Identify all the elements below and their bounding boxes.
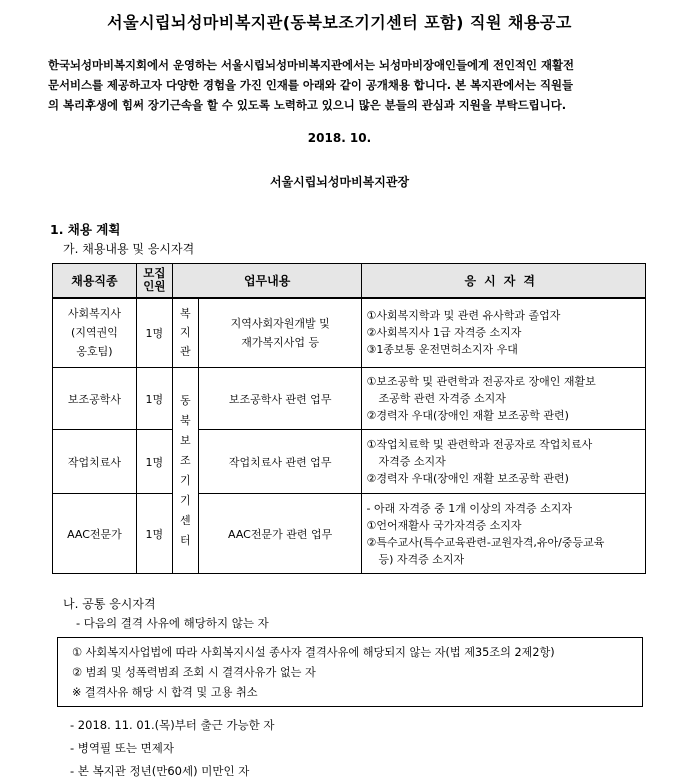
header-job: 채용직종 — [53, 264, 137, 298]
dept-char: 조 — [179, 453, 191, 467]
job-cell: AAC전문가 — [53, 494, 137, 574]
qualification-cell — [362, 298, 646, 368]
duty-cell: 보조공학사 관련 업무 — [198, 368, 362, 430]
job-line: 옹호팀) — [76, 345, 113, 359]
qualification-line: ①언어재활사 국가자격증 소지자 — [366, 518, 522, 532]
posting-date: 2018. 10. — [307, 131, 372, 145]
recruitment-table — [52, 263, 646, 574]
dept-char: 기 — [179, 493, 191, 507]
dept-char: 기 — [179, 473, 191, 487]
qualification-line: ②경력자 우대(장애인 재활 보조공학 관련) — [366, 409, 569, 422]
job-line: (지역권익 — [71, 326, 118, 340]
qualification-line: 조공학 관련 자격증 소지자 — [378, 392, 506, 405]
box-line: ※ 결격사유 해당 시 합격 및 고용 취소 — [72, 686, 258, 699]
intro-line: 한국뇌성마비복지회에서 운영하는 서울시립뇌성마비복지관에서는 뇌성마비장애인들에게 전인적인 재활전 — [48, 58, 574, 72]
dept-char: 보 — [179, 433, 191, 447]
count-cell: 1명 — [136, 368, 172, 430]
qualification-cell — [362, 430, 646, 494]
dept-cell — [172, 298, 198, 368]
duty-cell: 작업치료사 관련 업무 — [198, 430, 362, 494]
organization-signature: 서울시립뇌성마비복지관장 — [269, 175, 410, 189]
intro-paragraph — [48, 55, 648, 115]
qualification-line: ①사회복지학과 및 관련 유사학과 졸업자 — [366, 309, 561, 323]
intro-line: 의 복리후생에 힘써 장기근속을 할 수 있도록 노력하고 있으니 많은 분들의 관심과 지원을 부탁드립니다. — [48, 98, 567, 112]
duty-line: 지역사회자원개발 및 — [230, 316, 330, 330]
qualification-cell — [362, 368, 646, 430]
subsection-heading: 나. 공통 응시자격 — [63, 597, 156, 611]
qualification-line: ①작업치료학 및 관련학과 전공자로 작업치료사 — [366, 438, 593, 451]
table-row — [53, 368, 646, 430]
qualification-cell — [362, 494, 646, 574]
job-line: 사회복지사 — [67, 307, 121, 321]
dept-cell — [172, 368, 198, 574]
dept-char: 동 — [179, 393, 191, 407]
section-heading: 1. 채용 계획 — [50, 222, 121, 237]
count-cell: 1명 — [136, 494, 172, 574]
table-row — [53, 430, 646, 494]
qualification-line: ③1종보통 운전면허소지자 우대 — [366, 343, 518, 357]
qualification-line: 자격증 소지자 — [378, 455, 446, 468]
qualification-line: ②사회복지사 1급 자격증 소지자 — [366, 326, 522, 340]
dept-char: 지 — [179, 326, 191, 340]
dept-char: 북 — [179, 413, 191, 427]
box-line: ① 사회복지사업법에 따라 사회복지시설 종사자 결격사유에 해당되지 않는 자(법 제35조의 2제2항) — [72, 646, 555, 659]
header-duty: 업무내용 — [172, 264, 362, 298]
duty-cell: AAC전문가 관련 업무 — [198, 494, 362, 574]
requirement-item: - 병역필 또는 면제자 — [70, 741, 174, 755]
dept-char: 터 — [179, 533, 191, 547]
header-count-line: 인원 — [143, 279, 166, 294]
qualification-line: ②경력자 우대(장애인 재활 보조공학 관련) — [366, 472, 569, 485]
header-count-line: 모집 — [143, 266, 166, 281]
subsection-description: - 다음의 결격 사유에 해당하지 않는 자 — [76, 616, 269, 630]
dept-char: 복 — [179, 307, 191, 321]
duty-line: 재가복지사업 등 — [241, 335, 320, 349]
job-cell: 보조공학사 — [53, 368, 137, 430]
intro-line: 문서비스를 제공하고자 다양한 경험을 가진 인재를 아래와 같이 공개채용 합니다. 본 복지관에서는 직원들 — [48, 78, 574, 92]
subsection-heading: 가. 채용내용 및 응시자격 — [63, 242, 195, 256]
table-row — [53, 494, 646, 574]
count-cell: 1명 — [136, 298, 172, 368]
job-cell: 작업치료사 — [53, 430, 137, 494]
duty-cell — [198, 298, 362, 368]
qualification-line: ②특수교사(특수교육관련-교원자격,유아/중등교육 — [366, 535, 605, 549]
requirement-item: - 본 복지관 정년(만60세) 미만인 자 — [70, 764, 250, 778]
box-line: ② 범죄 및 성폭력범죄 조회 시 결격사유가 없는 자 — [72, 666, 316, 679]
qualification-line: ①보조공학 및 관련학과 전공자로 장애인 재활보 — [366, 375, 596, 388]
job-cell — [53, 298, 137, 368]
qualification-line: 등) 자격증 소지자 — [378, 552, 465, 566]
count-cell: 1명 — [136, 430, 172, 494]
header-count — [136, 264, 172, 298]
qualification-line: - 아래 자격증 중 1개 이상의 자격증 소지자 — [366, 501, 572, 515]
table-row — [53, 298, 646, 368]
dept-char: 센 — [179, 513, 191, 527]
dept-char: 관 — [179, 345, 191, 359]
disqualification-box — [57, 637, 643, 707]
header-qualification: 응시자격 — [362, 264, 646, 298]
requirement-item: - 2018. 11. 01.(목)부터 출근 가능한 자 — [70, 718, 275, 732]
page-title: 서울시립뇌성마비복지관(동북보조기기센터 포함) 직원 채용공고 — [107, 13, 572, 32]
